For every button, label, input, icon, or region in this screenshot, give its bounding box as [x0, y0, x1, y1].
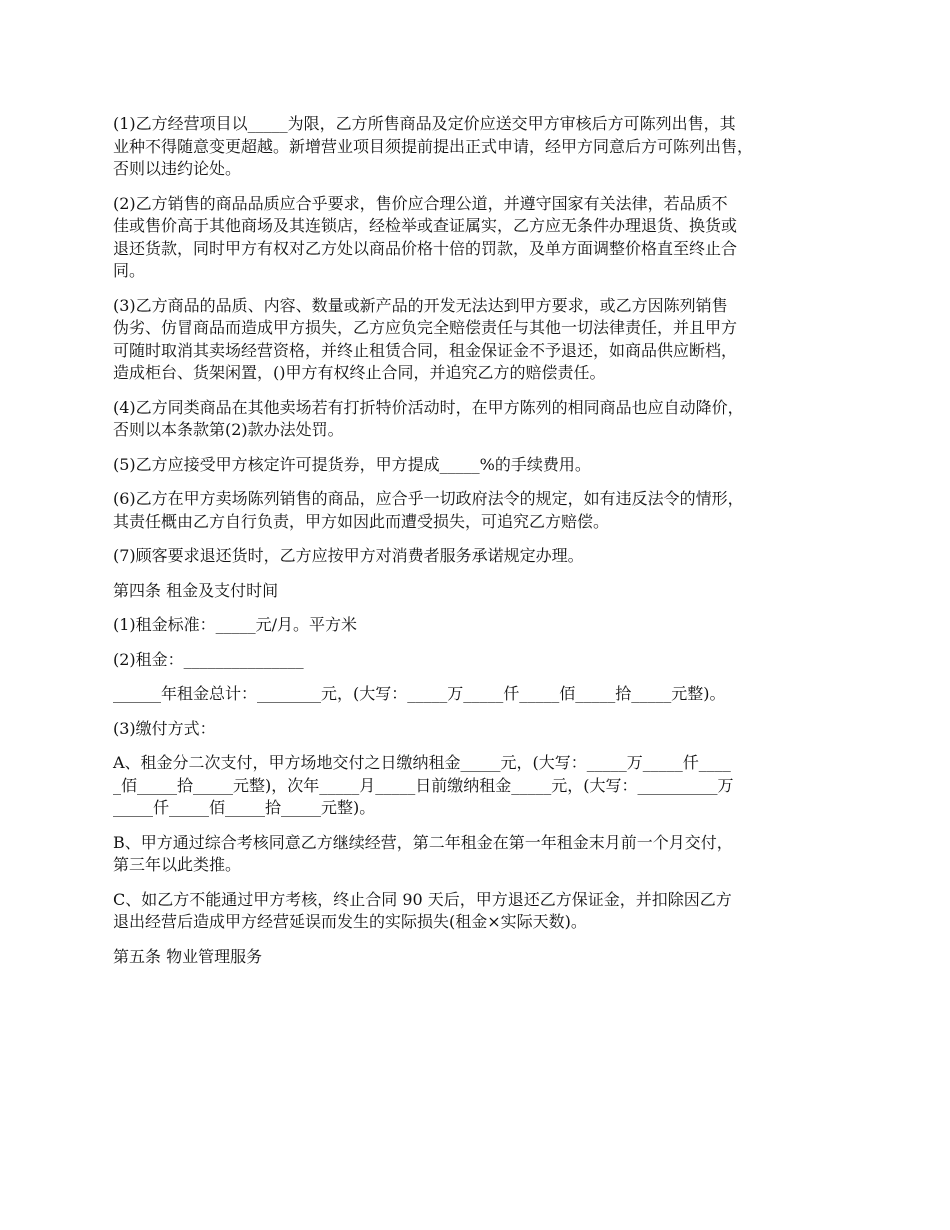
- section-heading: 第四条 租金及支付时间: [113, 580, 279, 600]
- payment-option-c: [113, 889, 853, 934]
- rent-amount: [113, 649, 853, 672]
- text-line: (1)乙方经营项目以_____为限，乙方所售商品及定价应送交甲方审核后方可陈列出售，其: [113, 114, 736, 133]
- payment-option-a: [113, 752, 853, 820]
- text-line: 业种不得随意变更超越。新增营业项目须提前提出正式申请，经甲方同意后方可陈列出售，: [113, 136, 754, 156]
- text-line: B、甲方通过综合考核同意乙方继续经营，第二年租金在第一年租金末月前一个月交付，: [113, 832, 733, 852]
- annual-rent-total: [113, 683, 853, 706]
- text-line: (5)乙方应接受甲方核定许可提货券，甲方提成_____%的手续费用。: [113, 454, 591, 474]
- text-line: A、租金分二次支付，甲方场地交付之日缴纳租金_____元，(大写：_____万_____仟____: [113, 753, 731, 772]
- text-line: 佳或售价高于其他商场及其连锁店，经检举或查证属实，乙方应无条件办理退货、换货或: [113, 216, 738, 235]
- clause-item-4: [113, 397, 853, 442]
- text-line: (3)乙方商品的品质、内容、数量或新产品的开发无法达到甲方要求，或乙方因陈列销售: [113, 295, 728, 315]
- text-line: 伪劣、仿冒商品而造成甲方损失，乙方应负完全赔偿责任与其他一切法律责任，并且甲方: [113, 318, 738, 337]
- text-line: 同。: [113, 261, 146, 280]
- article-5-heading: [113, 946, 853, 969]
- clause-item-7: [113, 545, 853, 568]
- text-line: 退还货款，同时甲方有权对乙方处以商品价格十倍的罚款，及单方面调整价格直至终止合: [113, 238, 738, 258]
- text-line: (4)乙方同类商品在其他卖场若有打折特价活动时，在甲方陈列的相同商品也应自动降价，: [113, 397, 744, 417]
- text-line: (2)租金：_______________: [113, 649, 304, 669]
- text-line: ______年租金总计：________元，(大写：_____万_____仟_____佰_____拾_____元整)。: [113, 684, 726, 703]
- text-line: (6)乙方在甲方卖场陈列销售的商品，应合乎一切政府法令的规定，如有违反法令的情形，: [113, 489, 744, 508]
- text-line: 可随时取消其卖场经营资格，并终止租赁合同，租金保证金不予退还，如商品供应断档，: [113, 340, 738, 360]
- text-line: (1)租金标准：_____元/月。平方米: [113, 615, 358, 634]
- rent-standard: [113, 614, 853, 637]
- article-4-heading: [113, 580, 853, 603]
- payment-method: [113, 718, 853, 741]
- text-line: (7)顾客要求退还货时，乙方应按甲方对消费者服务承诺规定办理。: [113, 546, 584, 565]
- text-line: 其责任概由乙方自行负责，甲方如因此而遭受损失，可追究乙方赔偿。: [113, 511, 610, 531]
- document-body: [113, 113, 853, 980]
- text-line: (3)缴付方式：: [113, 718, 216, 738]
- clause-item-5: [113, 454, 853, 477]
- text-line: 否则以违约论处。: [113, 159, 242, 178]
- text-line: 第三年以此类推。: [113, 855, 242, 874]
- clause-item-2: [113, 193, 853, 283]
- text-line: _____仟_____佰_____拾_____元整)。: [113, 798, 376, 817]
- text-line: 造成柜台、货架闲置，()甲方有权终止合同，并追究乙方的赔偿责任。: [113, 363, 606, 382]
- clause-item-1: [113, 113, 853, 181]
- clause-item-6: [113, 488, 853, 533]
- text-line: (2)乙方销售的商品品质应合乎要求，售价应合理公道，并遵守国家有关法律，若品质不: [113, 193, 728, 213]
- payment-option-b: [113, 832, 853, 877]
- text-line: 否则以本条款第(2)款办法处罚。: [113, 420, 344, 439]
- text-line: _佰_____拾_____元整)，次年_____月_____日前缴纳租金_____元，(大写：__________万: [113, 775, 734, 795]
- section-heading: 第五条 物业管理服务: [113, 946, 263, 966]
- text-line: 退出经营后造成甲方经营延误而发生的实际损失(租金×实际天数)。: [113, 912, 587, 931]
- text-line: C、如乙方不能通过甲方考核，终止合同 90 天后，甲方退还乙方保证金，并扣除因乙方: [113, 889, 732, 909]
- clause-item-3: [113, 295, 853, 385]
